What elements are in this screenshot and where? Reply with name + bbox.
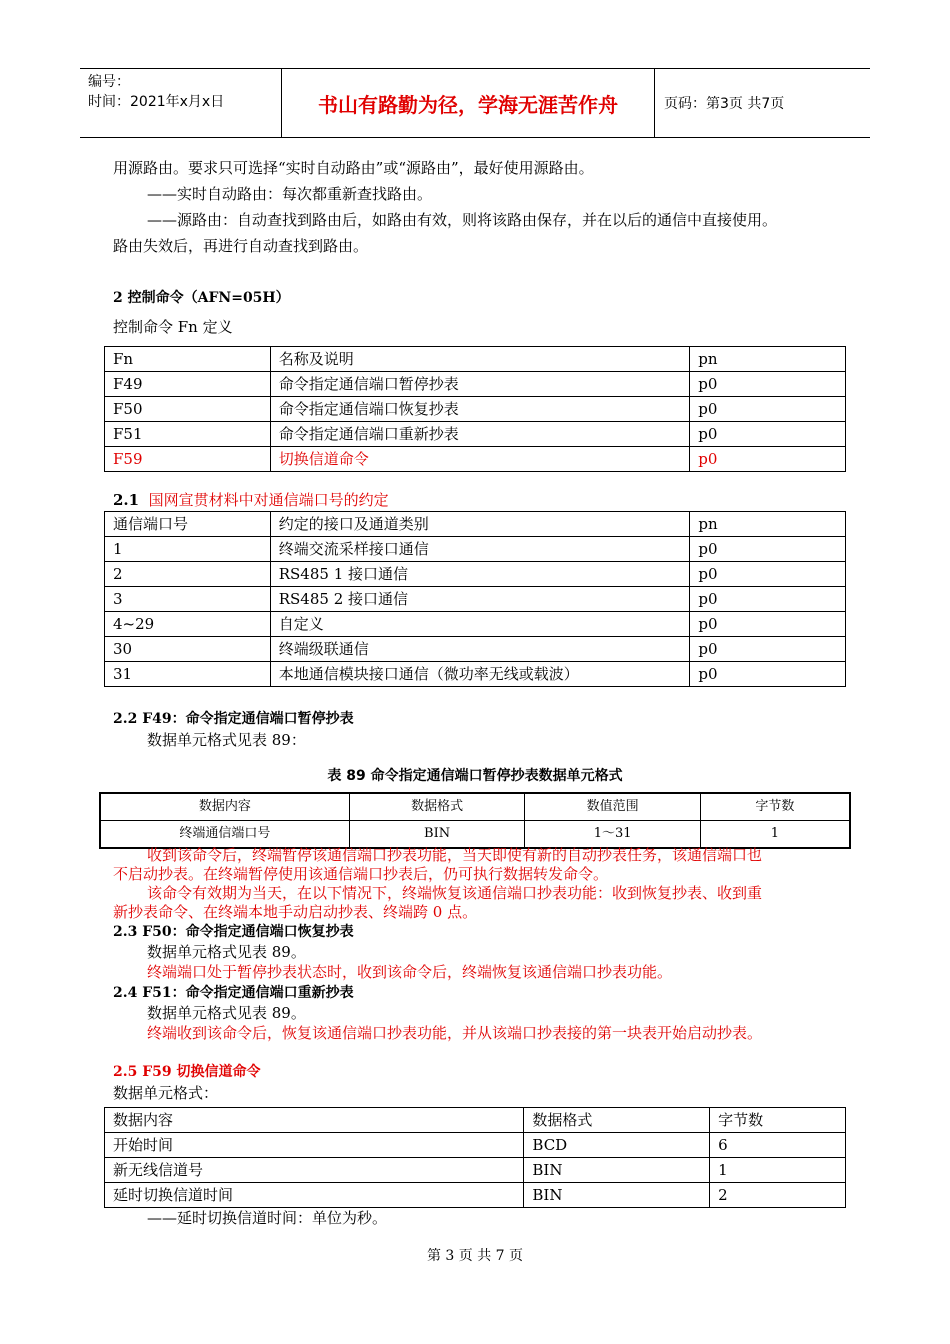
table-cell: 终端级联通信 <box>270 637 690 662</box>
table-cell: pn <box>690 512 846 537</box>
section-2-4-ref: 数据单元格式见表 89。 <box>147 1004 306 1022</box>
table-cell: 字节数 <box>710 1108 846 1133</box>
table-cell: 1 <box>710 1158 846 1183</box>
table-cell: 4~29 <box>105 612 271 637</box>
fn-definition-table <box>104 346 846 472</box>
table-cell: 通信端口号 <box>105 512 271 537</box>
table-cell: BIN <box>349 821 525 849</box>
f49-note-1b: 不启动抄表。在终端暂停使用该通信端口抄表后，仍可执行数据转发命令。 <box>113 865 609 883</box>
table-cell: 自定义 <box>270 612 690 637</box>
table-cell: 1 <box>700 821 850 849</box>
table-row <box>105 537 846 562</box>
table-row-highlighted <box>105 447 846 472</box>
table-cell: 3 <box>105 587 271 612</box>
table-cell: p0 <box>690 537 846 562</box>
intro-line-1: 用源路由。要求只可选择“实时自动路由”或“源路由”，最好使用源路由。 <box>113 159 594 177</box>
table-cell: 数据内容 <box>100 793 349 821</box>
intro-line-3: ——源路由：自动查找到路由后，如路由有效，则将该路由保存，并在以后的通信中直接使用。 <box>147 211 778 229</box>
section-2-1-heading <box>113 490 389 510</box>
table-cell: p0 <box>690 397 846 422</box>
table-cell: 数据格式 <box>524 1108 710 1133</box>
section-2-5-note: ——延时切换信道时间：单位为秒。 <box>147 1209 388 1227</box>
table-cell: BCD <box>524 1133 710 1158</box>
table-row <box>105 612 846 637</box>
table-cell: Fn <box>105 347 271 372</box>
section-2-3-note: 终端端口处于暂停抄表状态时，收到该命令后，终端恢复该通信端口抄表功能。 <box>147 963 673 981</box>
table-cell: 字节数 <box>700 793 850 821</box>
table-row <box>105 562 846 587</box>
table-cell: 本地通信模块接口通信（微功率无线或载波） <box>270 662 690 687</box>
section-2-5-heading: 2.5 F59 切换信道命令 <box>113 1064 261 1080</box>
header-meta <box>80 69 282 137</box>
table-cell: 约定的接口及通道类别 <box>270 512 690 537</box>
table-cell: F59 <box>105 447 271 472</box>
doc-number-label: 编号： <box>88 74 130 90</box>
table-cell: p0 <box>690 447 846 472</box>
table-row <box>105 1183 846 1208</box>
header-page-info: 页码：第3页 共7页 <box>664 96 785 112</box>
table-row <box>105 422 846 447</box>
section-2-2-heading: 2.2 F49：命令指定通信端口暂停抄表 <box>113 711 354 727</box>
table-header-row <box>105 1108 846 1133</box>
table-cell: 终端交流采样接口通信 <box>270 537 690 562</box>
table-cell: 命令指定通信端口暂停抄表 <box>270 372 690 397</box>
table-cell: 6 <box>710 1133 846 1158</box>
table-header-row <box>100 793 850 821</box>
section-2-3-heading: 2.3 F50：命令指定通信端口恢复抄表 <box>113 924 354 940</box>
section-2-heading: 2 控制命令（AFN=05H） <box>113 290 290 306</box>
table-cell: p0 <box>690 662 846 687</box>
table-cell: 数据内容 <box>105 1108 524 1133</box>
table-row <box>105 1133 846 1158</box>
table-row <box>105 372 846 397</box>
section-2-1-number: 2.1 <box>113 491 140 509</box>
table-cell: 1～31 <box>525 821 701 849</box>
table-cell: 切换信道命令 <box>270 447 690 472</box>
table-cell: p0 <box>690 637 846 662</box>
table-cell: 2 <box>710 1183 846 1208</box>
table-cell: 2 <box>105 562 271 587</box>
table-cell: RS485 2 接口通信 <box>270 587 690 612</box>
section-2-4-note: 终端收到该命令后，恢复该通信端口抄表功能，并从该端口抄表接的第一块表开始启动抄表。 <box>147 1024 763 1042</box>
section-2-5-sub: 数据单元格式： <box>113 1084 219 1102</box>
table-cell: p0 <box>690 372 846 397</box>
table-cell: 数据格式 <box>349 793 525 821</box>
table-cell: 名称及说明 <box>270 347 690 372</box>
table-header-row <box>105 512 846 537</box>
f49-note-2a: 该命令有效期为当天，在以下情况下，终端恢复该通信端口抄表功能：收到恢复抄表、收到重 <box>147 884 763 902</box>
table-cell: 开始时间 <box>105 1133 524 1158</box>
table-row <box>105 587 846 612</box>
section-2-2-ref: 数据单元格式见表 89： <box>147 731 306 749</box>
section-2-3-ref: 数据单元格式见表 89。 <box>147 943 306 961</box>
section-2-subtitle: 控制命令 Fn 定义 <box>113 318 233 336</box>
intro-line-4: 路由失效后，再进行自动查找到路由。 <box>113 237 369 255</box>
doc-date: 时间：2021年x月x日 <box>88 94 225 110</box>
table-row <box>105 637 846 662</box>
table-row <box>105 662 846 687</box>
f49-note-1a: 收到该命令后，终端暂停该通信端口抄表功能，当天即使有新的自动抄表任务，该通信端口也 <box>147 846 763 864</box>
table-cell: F51 <box>105 422 271 447</box>
table-cell: F50 <box>105 397 271 422</box>
table-cell: 终端通信端口号 <box>100 821 349 849</box>
f59-data-table <box>104 1107 846 1208</box>
table-row <box>105 1158 846 1183</box>
table-cell: BIN <box>524 1183 710 1208</box>
table-header-row <box>105 347 846 372</box>
table-cell: p0 <box>690 422 846 447</box>
table-cell: 数值范围 <box>525 793 701 821</box>
port-convention-table <box>104 511 846 687</box>
page-header <box>80 68 870 138</box>
section-2-1-title: 国网宣贯材料中对通信端口号的约定 <box>148 491 389 509</box>
intro-line-2: ——实时自动路由：每次都重新查找路由。 <box>147 185 433 203</box>
table-cell: p0 <box>690 612 846 637</box>
section-2-4-heading: 2.4 F51：命令指定通信端口重新抄表 <box>113 985 354 1001</box>
table-cell: 命令指定通信端口重新抄表 <box>270 422 690 447</box>
table-cell: 30 <box>105 637 271 662</box>
table-cell: 命令指定通信端口恢复抄表 <box>270 397 690 422</box>
table-cell: 1 <box>105 537 271 562</box>
table-row <box>105 397 846 422</box>
page-footer: 第 3 页 共 7 页 <box>426 1248 524 1264</box>
table-cell: 延时切换信道时间 <box>105 1183 524 1208</box>
table-row <box>100 821 850 849</box>
table-cell: pn <box>690 347 846 372</box>
table-cell: p0 <box>690 562 846 587</box>
table-89-caption: 表 89 命令指定通信端口暂停抄表数据单元格式 <box>327 768 623 784</box>
header-motto: 书山有路勤为径，学海无涯苦作舟 <box>282 69 655 137</box>
table-89 <box>99 792 851 849</box>
table-cell: 新无线信道号 <box>105 1158 524 1183</box>
table-cell: p0 <box>690 587 846 612</box>
table-cell: F49 <box>105 372 271 397</box>
table-cell: BIN <box>524 1158 710 1183</box>
f49-note-2b: 新抄表命令、在终端本地手动启动抄表、终端跨 0 点。 <box>113 903 478 921</box>
table-cell: RS485 1 接口通信 <box>270 562 690 587</box>
table-cell: 31 <box>105 662 271 687</box>
